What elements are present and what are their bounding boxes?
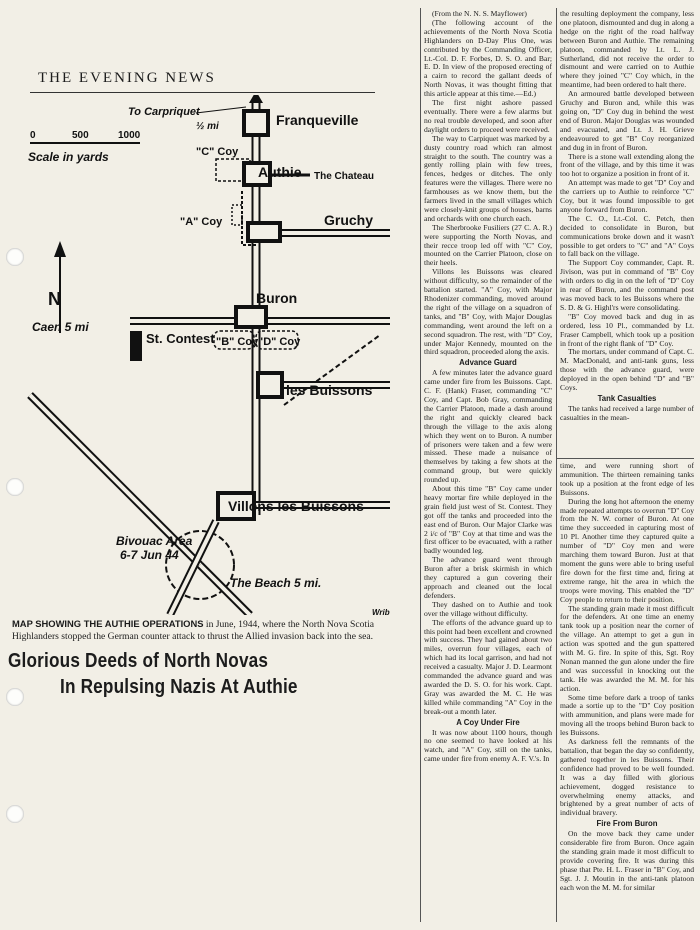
chateau-label: The Chateau <box>314 171 375 182</box>
paragraph: It was now about 1100 hours, though no one seemed to have looked at his watch, and "A" Coy, still on the tanks, came under fire from enemy A. F. V.'s. In <box>424 727 552 764</box>
paragraph: Villons les Buissons was cleared without difficulty, so the remainder of the battalion started. "A" Coy, with Major Rhodenizer commanding, moved around the right of the village on a squadron of tanks, and "B" Coy, with Major Douglas commanding, went around the left on a second squadron. The rest, with "D" Coy, under Major Kennedy, mounted on the third squadron, proceeded along the axis. <box>424 267 552 357</box>
bivouac-date: 6-7 Jun 44 <box>120 548 179 562</box>
road-arrow <box>249 95 263 103</box>
st-contest-label: St. Contest <box>146 331 215 346</box>
c-coy-label: "C" Coy <box>196 146 239 158</box>
subhead: Tank Casualties <box>597 393 657 403</box>
paragraph: There is a stone wall extending along the front of the village, and by this time it was too hot to organize a position in front of it. <box>560 151 694 179</box>
paragraph: The tanks had received a large number of casualties in the mean- <box>560 403 694 422</box>
caption-lead: MAP SHOWING THE AUTHIE OPERATIONS <box>12 618 204 629</box>
subhead: Advance Guard <box>459 358 517 368</box>
paragraph: time, and were running short of ammunition. The thirteen remaining tanks took up a position at the front edge of les Buissons. <box>560 462 694 497</box>
binder-hole <box>6 688 24 706</box>
paragraph: The first night ashore passed eventually. There were a few alarms but no real trouble developed, and soon after daylight orders to proceed were received. <box>424 98 552 134</box>
paragraph: The mortars, under command of Capt. C. M. MacDonald, and anti-tank guns, less those with the advance guard, were deployed in the open behind "D" and "B" Coys. <box>560 347 694 393</box>
paragraph: (The following account of the achievements of the North Nova Scotia Highlanders on D-Day Plus One, was contributed by the Commanding Officer, Lt.-Col. D. F. Forbes, D. S. O. and Bar; E. D. In view of the proposed erecting of a cairn to record the gallant deeds of North Novas, it was thought fitting that this article appear at this time.—Ed.) <box>424 17 552 99</box>
scale-tick-0: 0 <box>30 130 36 141</box>
paragraph: the resulting deployment the company, less one platoon, dismounted and dug in along a hedge on the right of the road halfway between Buron and Authie. The remaining platoon, commanded by Lt. L. J. Sutherland, did not receive the order to dismount and were carried on to Authie where they joined "C" Coy which, in the meantime, had been ordered to halt there. <box>560 10 694 90</box>
villons-label: Villons les Buissons <box>228 498 364 514</box>
masthead-rule <box>30 92 375 93</box>
masthead: THE EVENING NEWS <box>38 70 216 86</box>
paragraph: During the long hot afternoon the enemy made repeated attempts to overrun "D" Coy from the N. W. corner of Buron. At one time they succeeded in capturing most of 10 Pl. Another time they captured quite a number of "D" Coy men and were marching them toward Buron. Just at that moment the guns were able to bring useful fire down for the first time and, firing at extreme range, hit the area in which the troops were moving. This enabled the "D" Coy people to return to their position. <box>560 496 694 604</box>
paragraph: On the move back they came under considerable fire from Buron. Once again the standing grain made it most difficult to provide covering fire. It was during this phase that Pte. H. L. Fraser in "B" Coy, and Sgt. J. J. Moutin in the anti-tank platoon each won the M. M. for similar <box>560 829 694 892</box>
paragraph: A few minutes later the advance guard came under fire from les Buissons. Capt. C. F. (Hank) Fraser, commanding "C" Coy, and Capt. Bob Gray, commanding the Carrier Platoon, made a dash around the right and quickly cleared back through the village to the axis along which they went on to Buron. A number of prisoners were taken and a few were missed. These made a nuisance of themselves by taking a few shots at the command group, but were quickly rounded up. <box>424 368 552 485</box>
binder-hole <box>6 805 24 823</box>
b-coy-label: "B" Coy <box>216 336 259 348</box>
to-carpiquet-label: To Carpriquet <box>128 106 200 118</box>
scale-tick-500: 500 <box>72 130 89 141</box>
paragraph: An attempt was made to get "D" Coy and the carriers up to Authie to reinforce "C" Coy, but it was found impossible to get anyone forward from Buron. <box>560 178 694 214</box>
north-label: N <box>48 289 61 309</box>
scale-tick-1000: 1000 <box>118 130 141 141</box>
bivouac-label: Bivouac Area <box>116 534 193 548</box>
paragraph: An armoured battle developed between Gruchy and Buron and, while this was going on, "D" Coy dug in behind the west end of Buron. Major Douglas was wounded and evacuated, and Lt. J. H. Grieve endeavoured to get "B" Coy reorganized and dug in in front of Buron. <box>560 89 694 152</box>
headline-line-2: In Repulsing Nazis At Authie <box>60 676 298 698</box>
st-contest-village <box>130 331 142 361</box>
column-rule <box>556 8 557 922</box>
paragraph: Some time before dark a troop of tanks made a sortie up to the "D" Coy position with ammunition, and plans were made for moving all the troops behind Buron back to les Buissons. <box>560 692 694 738</box>
authie-label: Authie <box>258 164 302 180</box>
subhead: A Coy Under Fire <box>456 717 520 727</box>
headline-line-1: Glorious Deeds of North Novas <box>8 650 269 672</box>
signature: Wrib <box>372 608 390 615</box>
paragraph: The standing grain made it most difficult for the defenders. At one time an enemy tank took up a position near the corner of the village. An attempt to get a gun in action was spotted and the gun spattered with M. G. fire. In spite of this, Sgt. Roy Nonan manned the gun alone under the fire and was successful in knocking out the tank. He was awarded the M. M. for his action. <box>560 603 694 693</box>
paragraph: About this time "B" Coy came under heavy mortar fire while deployed in the grain field just west of St. Contest. They got off the tanks and proceeded into the east end of Buron. Our Major Clarke was 2 i/c of "B" Coy at that time and was the first officer to be evacuated, with a rather badly wounded leg. <box>424 484 552 556</box>
caen-label: Caen 5 mi <box>32 320 89 334</box>
paragraph: As darkness fell the remnants of the battalion, that began the day so confidently, gathered together in les Buissons. Their confidence had proved to be well founded. It was a day filled with glorious achievement, dogged resistance to overwhelming enemy attacks, and brightened by a great number of acts of individual bravery. <box>560 737 694 818</box>
paragraph: They dashed on to Authie and took over the village without difficulty. <box>424 599 552 618</box>
paragraph: The Support Coy commander, Capt. R. Jivison, was put in command of "B" Coy with orders to dig in on the left of "D" Coy in rear of Buron, and the command post was moved back to les Buissons where the S. D. & G. Highl'rs were consolidating. <box>560 258 694 312</box>
caption-rest: in June, 1944, where the North Nova Scotia Highlanders stopped the German counter attack to thrust the Allied invasion back into the sea. <box>12 619 375 642</box>
operations-map <box>20 95 390 615</box>
d-coy-label: "D" Coy <box>258 336 301 348</box>
paragraph: The C. O., Lt.-Col. C. Petch, then decided to consolidate in Buron, but communications broke down and it wasn't possible to get orders to "C" and "A" Coys to fall back on the village. <box>560 213 694 259</box>
beach-label: The Beach 5 mi. <box>230 576 322 590</box>
buron-label: Buron <box>256 290 298 306</box>
map-caption <box>12 618 384 642</box>
article-column-2-top <box>560 10 694 456</box>
source-credit: (From the N. N. S. Mayflower) <box>432 10 527 18</box>
section-rule <box>556 458 694 459</box>
gruchy-label: Gruchy <box>324 212 374 228</box>
half-mile-label: ½ mi <box>196 121 219 132</box>
article-column-1 <box>424 10 552 922</box>
scale-label: Scale in yards <box>28 150 109 164</box>
north-arrow-head <box>54 241 66 257</box>
column-rule <box>420 8 421 922</box>
subhead: Fire From Buron <box>596 819 658 829</box>
paragraph: "B" Coy moved back and dug in as ordered, less 10 Pl., commanded by Lt. Fraser Campbell, which took up a position in front of the right flank of "D" Coy. <box>560 311 694 348</box>
franqueville-label: Franqueville <box>276 112 359 128</box>
les-buissons-label: les Buissons <box>286 382 373 398</box>
article-column-2-bottom <box>560 462 694 922</box>
paragraph: The Sherbrooke Fusiliers (27 C. A. R.) were supporting the North Novas, and their recce troop led off with "C" Coy, mounted on the Carrier Platoon, close on their heels. <box>424 222 552 268</box>
paragraph: The efforts of the advance guard up to this point had been excellent and crowned with success. They had gained about two miles, overrun four villages, each of which had its local garrison, and had not received a casualty. Major J. D. Learmont commanded the advance guard and was awarded the D. S. O. for his work. Capt. Gray was awarded the M. C. He was killed while commanding "A" Coy in the break-out a month later. <box>424 617 552 716</box>
paragraph: The way to Carpiquet was marked by a dusty country road which ran almost straight to the south. The country was a gently rolling plain with few trees, fences, hedges or ditches. The only features were the villages. There were no farmhouses as we know them, but the farmers lived in the small villages which were closely-knit groups of houses, barns and orchards with one church each. <box>424 133 552 223</box>
a-coy-label: "A" Coy <box>180 216 223 228</box>
paragraph: The advance guard went through Buron after a brisk skirmish in which they captured a gun covering their approach and cleaned out the local defenders. <box>424 555 552 600</box>
